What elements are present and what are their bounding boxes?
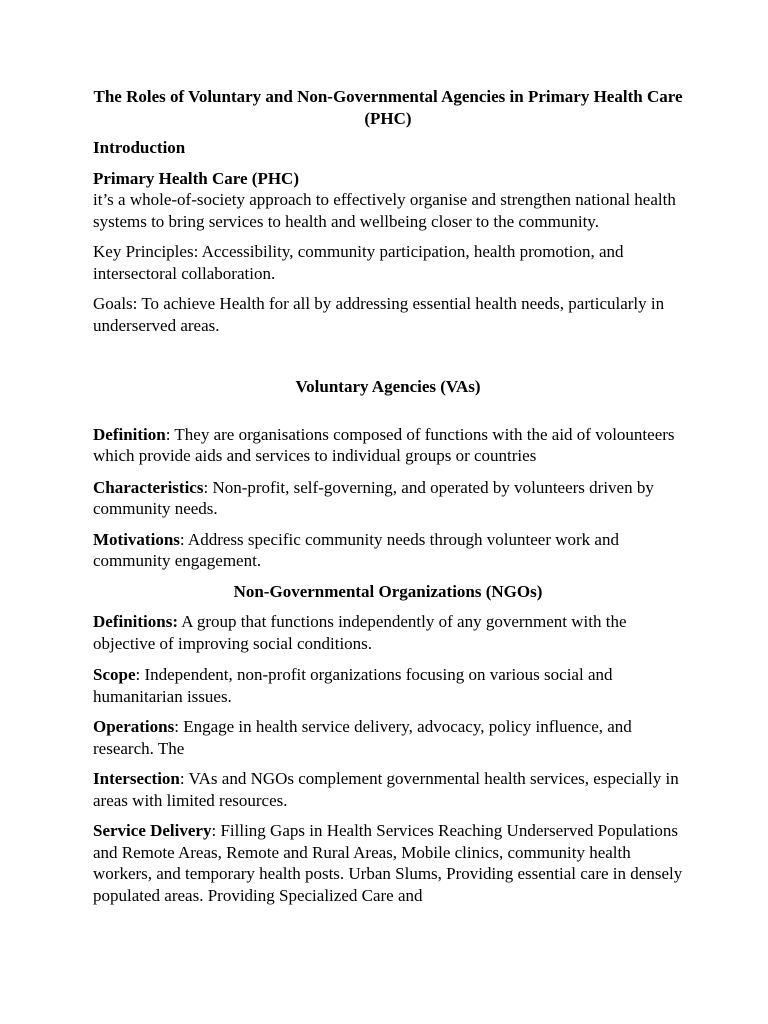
phc-heading: Primary Health Care (PHC) (93, 168, 299, 188)
document-title: The Roles of Voluntary and Non-Governmental Agencies in Primary Health Care (PHC) (93, 87, 683, 128)
goals-paragraph: Goals: To achieve Health for all by addressing essential health needs, particularly in underserved areas. (93, 294, 665, 335)
va-motivations-text: : Address specific community needs through volunteer work and community engagement. (93, 529, 619, 570)
ngo-scope-label: Scope (93, 665, 136, 684)
intersection-label: Intersection (93, 769, 180, 788)
ngo-heading: Non-Governmental Organizations (NGOs) (233, 581, 543, 601)
service-delivery-paragraph (93, 820, 683, 906)
va-motivations-paragraph (93, 529, 683, 572)
ngo-operations-label: Operations (93, 717, 175, 736)
va-definition-text: : They are organisations composed of functions with the aid of volounteers which provide aids and services to individual groups or countries (93, 424, 675, 465)
va-characteristics-label: Characteristics (93, 477, 204, 497)
ngo-scope-text: : Independent, non-profit organizations focusing on various social and humanitarian issues. (93, 665, 613, 706)
document-page (93, 86, 683, 906)
ngo-definitions-paragraph (93, 611, 683, 654)
ngo-scope-paragraph (93, 664, 683, 707)
service-delivery-text: : Filling Gaps in Health Services Reaching Underserved Populations and Remote Areas, Remote and Rural Areas, Mobile clinics, community health workers, and temporary health posts. Urban Slums, Providing essential care in densely populated areas. Providing Specialized Care and (93, 821, 683, 905)
introduction-heading: Introduction (93, 138, 186, 157)
va-definition-label: Definition (93, 424, 166, 444)
key-principles-paragraph: Key Principles: Accessibility, community participation, health promotion, and intersectoral collaboration. (93, 242, 624, 283)
phc-description: it’s a whole-of-society approach to effectively organise and strengthen national health systems to bring services to health and wellbeing closer to the community. (93, 190, 676, 231)
intersection-paragraph (93, 768, 683, 811)
ngo-operations-paragraph (93, 716, 683, 759)
va-characteristics-text: : Non-profit, self-governing, and operated by volunteers driven by community needs. (93, 477, 654, 518)
ngo-definitions-text: A group that functions independently of any government with the objective of improving social conditions. (93, 612, 627, 653)
va-definition-paragraph (93, 424, 683, 467)
ngo-operations-text: : Engage in health service delivery, advocacy, policy influence, and research. The (93, 717, 632, 758)
va-motivations-label: Motivations (93, 529, 180, 549)
ngo-definitions-label: Definitions: (93, 612, 178, 631)
service-delivery-label: Service Delivery (93, 821, 212, 840)
va-characteristics-paragraph (93, 477, 683, 520)
voluntary-agencies-heading: Voluntary Agencies (VAs) (295, 377, 481, 396)
intersection-text: : VAs and NGOs complement governmental health services, especially in areas with limited resources. (93, 769, 679, 810)
